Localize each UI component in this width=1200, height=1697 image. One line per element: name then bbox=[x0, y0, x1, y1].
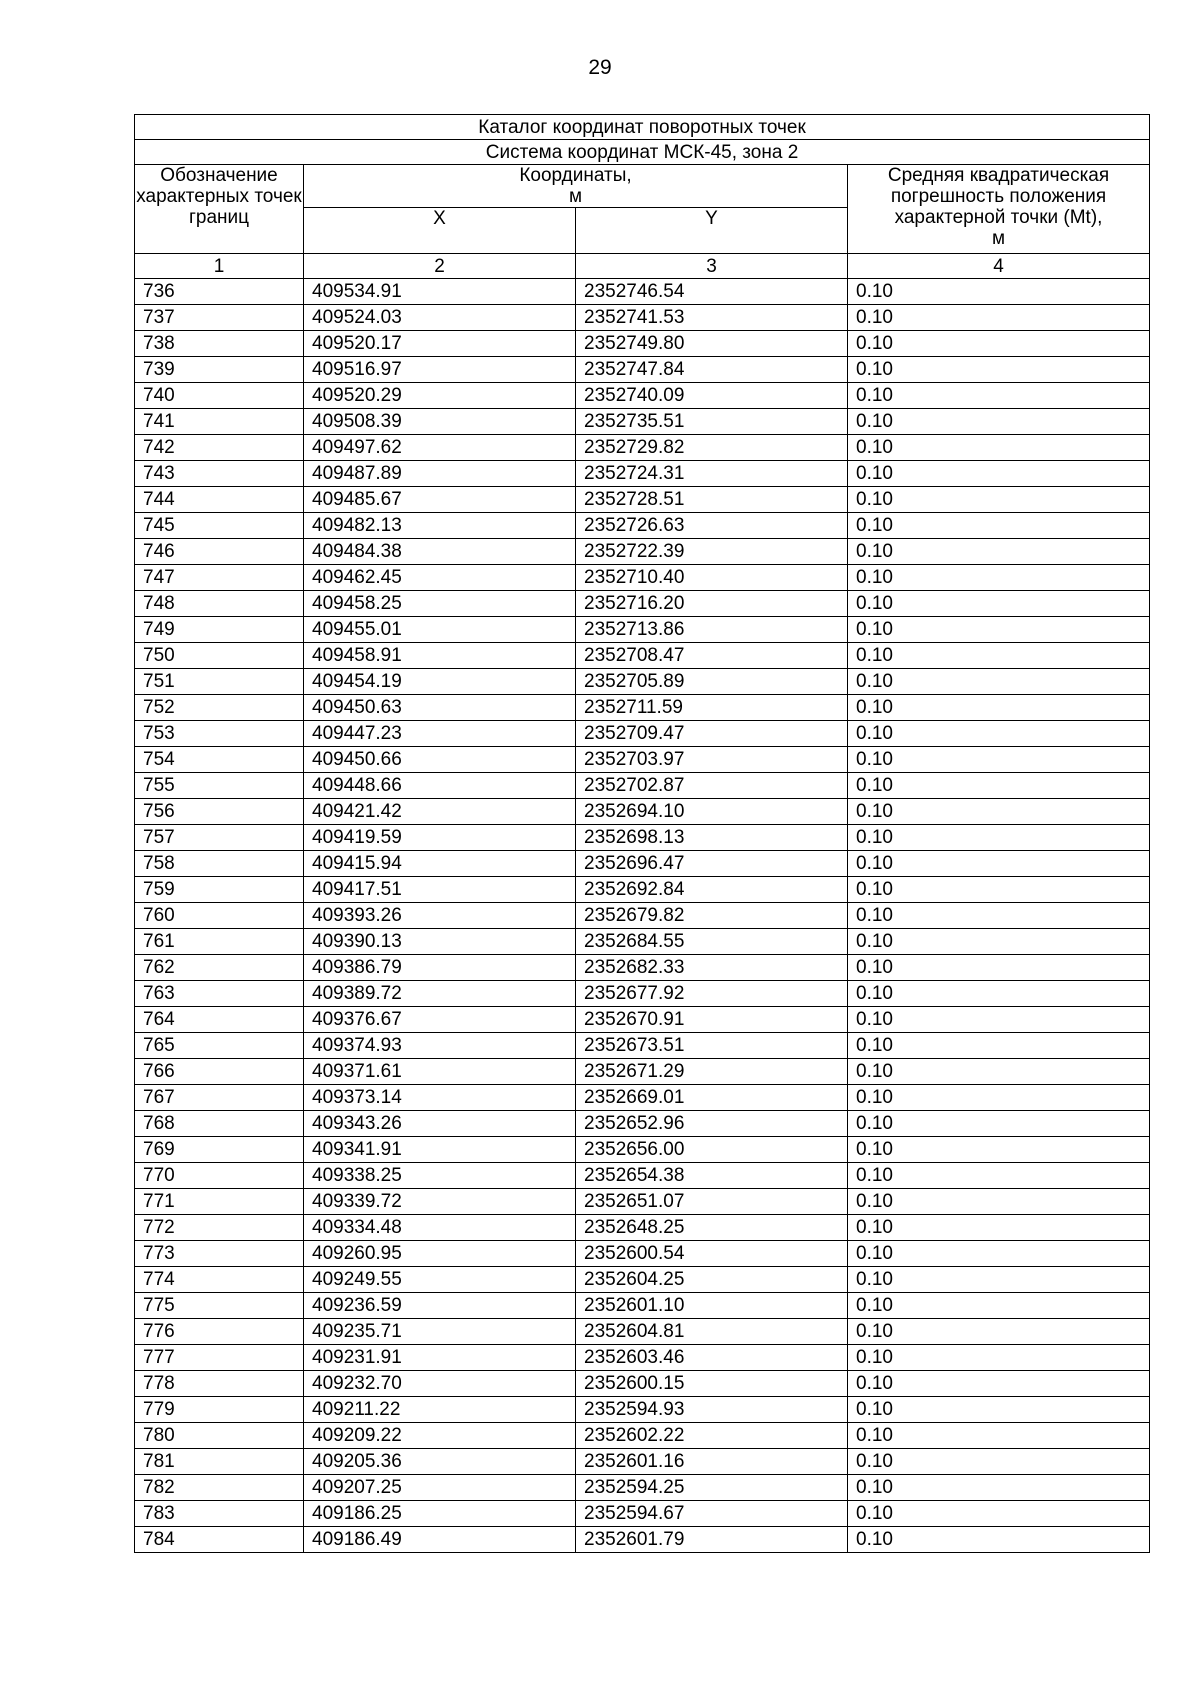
accuracy-cell: 0.10 bbox=[848, 955, 1150, 981]
y-coordinate-cell: 2352604.25 bbox=[576, 1267, 848, 1293]
header-point-designation bbox=[135, 165, 304, 254]
table-row bbox=[135, 1033, 1150, 1059]
y-coordinate-cell: 2352601.79 bbox=[576, 1527, 848, 1553]
x-coordinate-cell: 409458.91 bbox=[304, 643, 576, 669]
accuracy-cell: 0.10 bbox=[848, 331, 1150, 357]
table-row bbox=[135, 409, 1150, 435]
y-coordinate-cell: 2352724.31 bbox=[576, 461, 848, 487]
accuracy-cell: 0.10 bbox=[848, 539, 1150, 565]
table-row bbox=[135, 877, 1150, 903]
y-coordinate-cell: 2352601.16 bbox=[576, 1449, 848, 1475]
table-row bbox=[135, 331, 1150, 357]
column-number-3: 3 bbox=[576, 254, 848, 279]
point-id-cell: 768 bbox=[135, 1111, 304, 1137]
point-id-cell: 782 bbox=[135, 1475, 304, 1501]
table-row bbox=[135, 721, 1150, 747]
y-coordinate-cell: 2352726.63 bbox=[576, 513, 848, 539]
header-point-designation-text: Обозначение характерных точек границ bbox=[136, 165, 302, 228]
accuracy-cell: 0.10 bbox=[848, 1501, 1150, 1527]
x-coordinate-cell: 409205.36 bbox=[304, 1449, 576, 1475]
header-coordinates-label: Координаты, bbox=[519, 165, 632, 186]
header-y: Y bbox=[576, 208, 848, 254]
table-row bbox=[135, 617, 1150, 643]
accuracy-cell: 0.10 bbox=[848, 565, 1150, 591]
y-coordinate-cell: 2352749.80 bbox=[576, 331, 848, 357]
x-coordinate-cell: 409231.91 bbox=[304, 1345, 576, 1371]
header-coordinates bbox=[304, 165, 848, 208]
point-id-cell: 744 bbox=[135, 487, 304, 513]
y-coordinate-cell: 2352705.89 bbox=[576, 669, 848, 695]
accuracy-cell: 0.10 bbox=[848, 1163, 1150, 1189]
point-id-cell: 773 bbox=[135, 1241, 304, 1267]
table-row bbox=[135, 1111, 1150, 1137]
accuracy-cell: 0.10 bbox=[848, 461, 1150, 487]
x-coordinate-cell: 409458.25 bbox=[304, 591, 576, 617]
table-row bbox=[135, 747, 1150, 773]
table-row bbox=[135, 981, 1150, 1007]
y-coordinate-cell: 2352673.51 bbox=[576, 1033, 848, 1059]
y-coordinate-cell: 2352682.33 bbox=[576, 955, 848, 981]
accuracy-cell: 0.10 bbox=[848, 305, 1150, 331]
y-coordinate-cell: 2352728.51 bbox=[576, 487, 848, 513]
table-row bbox=[135, 825, 1150, 851]
y-coordinate-cell: 2352711.59 bbox=[576, 695, 848, 721]
point-id-cell: 751 bbox=[135, 669, 304, 695]
x-coordinate-cell: 409343.26 bbox=[304, 1111, 576, 1137]
x-coordinate-cell: 409393.26 bbox=[304, 903, 576, 929]
accuracy-cell: 0.10 bbox=[848, 617, 1150, 643]
table-row bbox=[135, 1527, 1150, 1553]
table-row bbox=[135, 1241, 1150, 1267]
x-coordinate-cell: 409209.22 bbox=[304, 1423, 576, 1449]
table-header bbox=[135, 115, 1150, 279]
x-coordinate-cell: 409419.59 bbox=[304, 825, 576, 851]
x-coordinate-cell: 409462.45 bbox=[304, 565, 576, 591]
point-id-cell: 758 bbox=[135, 851, 304, 877]
table-row bbox=[135, 435, 1150, 461]
point-id-cell: 777 bbox=[135, 1345, 304, 1371]
column-numbers-row bbox=[135, 254, 1150, 279]
x-coordinate-cell: 409338.25 bbox=[304, 1163, 576, 1189]
point-id-cell: 752 bbox=[135, 695, 304, 721]
y-coordinate-cell: 2352652.96 bbox=[576, 1111, 848, 1137]
y-coordinate-cell: 2352602.22 bbox=[576, 1423, 848, 1449]
x-coordinate-cell: 409339.72 bbox=[304, 1189, 576, 1215]
accuracy-cell: 0.10 bbox=[848, 773, 1150, 799]
header-row-top bbox=[135, 165, 1150, 208]
table-row bbox=[135, 383, 1150, 409]
point-id-cell: 740 bbox=[135, 383, 304, 409]
accuracy-cell: 0.10 bbox=[848, 669, 1150, 695]
point-id-cell: 765 bbox=[135, 1033, 304, 1059]
x-coordinate-cell: 409454.19 bbox=[304, 669, 576, 695]
accuracy-cell: 0.10 bbox=[848, 279, 1150, 305]
point-id-cell: 753 bbox=[135, 721, 304, 747]
table-row bbox=[135, 1189, 1150, 1215]
y-coordinate-cell: 2352710.40 bbox=[576, 565, 848, 591]
x-coordinate-cell: 409524.03 bbox=[304, 305, 576, 331]
point-id-cell: 748 bbox=[135, 591, 304, 617]
x-coordinate-cell: 409371.61 bbox=[304, 1059, 576, 1085]
accuracy-cell: 0.10 bbox=[848, 1527, 1150, 1553]
y-coordinate-cell: 2352716.20 bbox=[576, 591, 848, 617]
header-x: X bbox=[304, 208, 576, 254]
point-id-cell: 767 bbox=[135, 1085, 304, 1111]
point-id-cell: 776 bbox=[135, 1319, 304, 1345]
table-row bbox=[135, 1371, 1150, 1397]
accuracy-cell: 0.10 bbox=[848, 643, 1150, 669]
y-coordinate-cell: 2352600.15 bbox=[576, 1371, 848, 1397]
x-coordinate-cell: 409334.48 bbox=[304, 1215, 576, 1241]
y-coordinate-cell: 2352708.47 bbox=[576, 643, 848, 669]
y-coordinate-cell: 2352702.87 bbox=[576, 773, 848, 799]
x-coordinate-cell: 409341.91 bbox=[304, 1137, 576, 1163]
point-id-cell: 764 bbox=[135, 1007, 304, 1033]
table-row bbox=[135, 1059, 1150, 1085]
x-coordinate-cell: 409485.67 bbox=[304, 487, 576, 513]
point-id-cell: 738 bbox=[135, 331, 304, 357]
x-coordinate-cell: 409455.01 bbox=[304, 617, 576, 643]
point-id-cell: 755 bbox=[135, 773, 304, 799]
table-row bbox=[135, 461, 1150, 487]
point-id-cell: 749 bbox=[135, 617, 304, 643]
x-coordinate-cell: 409482.13 bbox=[304, 513, 576, 539]
point-id-cell: 778 bbox=[135, 1371, 304, 1397]
y-coordinate-cell: 2352656.00 bbox=[576, 1137, 848, 1163]
point-id-cell: 763 bbox=[135, 981, 304, 1007]
x-coordinate-cell: 409484.38 bbox=[304, 539, 576, 565]
y-coordinate-cell: 2352709.47 bbox=[576, 721, 848, 747]
accuracy-cell: 0.10 bbox=[848, 1059, 1150, 1085]
y-coordinate-cell: 2352654.38 bbox=[576, 1163, 848, 1189]
y-coordinate-cell: 2352692.84 bbox=[576, 877, 848, 903]
point-id-cell: 762 bbox=[135, 955, 304, 981]
point-id-cell: 742 bbox=[135, 435, 304, 461]
y-coordinate-cell: 2352603.46 bbox=[576, 1345, 848, 1371]
table-row bbox=[135, 1137, 1150, 1163]
point-id-cell: 781 bbox=[135, 1449, 304, 1475]
table-row bbox=[135, 305, 1150, 331]
point-id-cell: 760 bbox=[135, 903, 304, 929]
header-coordinates-unit: м bbox=[568, 186, 583, 207]
table-row bbox=[135, 591, 1150, 617]
accuracy-cell: 0.10 bbox=[848, 383, 1150, 409]
accuracy-cell: 0.10 bbox=[848, 1137, 1150, 1163]
y-coordinate-cell: 2352729.82 bbox=[576, 435, 848, 461]
y-coordinate-cell: 2352713.86 bbox=[576, 617, 848, 643]
table-row bbox=[135, 773, 1150, 799]
y-coordinate-cell: 2352703.97 bbox=[576, 747, 848, 773]
title-row bbox=[135, 115, 1150, 140]
accuracy-cell: 0.10 bbox=[848, 1241, 1150, 1267]
accuracy-cell: 0.10 bbox=[848, 1293, 1150, 1319]
table-row bbox=[135, 1267, 1150, 1293]
accuracy-cell: 0.10 bbox=[848, 851, 1150, 877]
table-row bbox=[135, 903, 1150, 929]
x-coordinate-cell: 409447.23 bbox=[304, 721, 576, 747]
point-id-cell: 739 bbox=[135, 357, 304, 383]
subtitle-row bbox=[135, 140, 1150, 165]
x-coordinate-cell: 409534.91 bbox=[304, 279, 576, 305]
accuracy-cell: 0.10 bbox=[848, 487, 1150, 513]
accuracy-cell: 0.10 bbox=[848, 591, 1150, 617]
point-id-cell: 737 bbox=[135, 305, 304, 331]
accuracy-cell: 0.10 bbox=[848, 1449, 1150, 1475]
column-number-4: 4 bbox=[848, 254, 1150, 279]
table-row bbox=[135, 1449, 1150, 1475]
x-coordinate-cell: 409373.14 bbox=[304, 1085, 576, 1111]
point-id-cell: 783 bbox=[135, 1501, 304, 1527]
x-coordinate-cell: 409520.17 bbox=[304, 331, 576, 357]
accuracy-cell: 0.10 bbox=[848, 1007, 1150, 1033]
column-number-2: 2 bbox=[304, 254, 576, 279]
table-row bbox=[135, 799, 1150, 825]
x-coordinate-cell: 409186.25 bbox=[304, 1501, 576, 1527]
accuracy-cell: 0.10 bbox=[848, 1111, 1150, 1137]
table-row bbox=[135, 1293, 1150, 1319]
y-coordinate-cell: 2352684.55 bbox=[576, 929, 848, 955]
y-coordinate-cell: 2352679.82 bbox=[576, 903, 848, 929]
point-id-cell: 772 bbox=[135, 1215, 304, 1241]
y-coordinate-cell: 2352694.10 bbox=[576, 799, 848, 825]
table-row bbox=[135, 669, 1150, 695]
point-id-cell: 770 bbox=[135, 1163, 304, 1189]
point-id-cell: 775 bbox=[135, 1293, 304, 1319]
accuracy-cell: 0.10 bbox=[848, 1475, 1150, 1501]
y-coordinate-cell: 2352651.07 bbox=[576, 1189, 848, 1215]
accuracy-cell: 0.10 bbox=[848, 1189, 1150, 1215]
y-coordinate-cell: 2352669.01 bbox=[576, 1085, 848, 1111]
table-row bbox=[135, 851, 1150, 877]
accuracy-cell: 0.10 bbox=[848, 721, 1150, 747]
y-coordinate-cell: 2352746.54 bbox=[576, 279, 848, 305]
column-number-1: 1 bbox=[135, 254, 304, 279]
accuracy-cell: 0.10 bbox=[848, 981, 1150, 1007]
y-coordinate-cell: 2352600.54 bbox=[576, 1241, 848, 1267]
point-id-cell: 766 bbox=[135, 1059, 304, 1085]
point-id-cell: 741 bbox=[135, 409, 304, 435]
y-coordinate-cell: 2352741.53 bbox=[576, 305, 848, 331]
accuracy-cell: 0.10 bbox=[848, 1423, 1150, 1449]
x-coordinate-cell: 409249.55 bbox=[304, 1267, 576, 1293]
table-row bbox=[135, 1007, 1150, 1033]
x-coordinate-cell: 409487.89 bbox=[304, 461, 576, 487]
x-coordinate-cell: 409448.66 bbox=[304, 773, 576, 799]
x-coordinate-cell: 409186.49 bbox=[304, 1527, 576, 1553]
table-row bbox=[135, 1423, 1150, 1449]
y-coordinate-cell: 2352594.93 bbox=[576, 1397, 848, 1423]
header-accuracy-label: Средняя квадратическая погрешность положения характерной точки (Mt), bbox=[887, 165, 1110, 228]
y-coordinate-cell: 2352594.25 bbox=[576, 1475, 848, 1501]
point-id-cell: 780 bbox=[135, 1423, 304, 1449]
table-body bbox=[135, 279, 1150, 1553]
table-row bbox=[135, 695, 1150, 721]
x-coordinate-cell: 409207.25 bbox=[304, 1475, 576, 1501]
x-coordinate-cell: 409390.13 bbox=[304, 929, 576, 955]
page-number: 29 bbox=[588, 56, 612, 79]
y-coordinate-cell: 2352594.67 bbox=[576, 1501, 848, 1527]
y-coordinate-cell: 2352604.81 bbox=[576, 1319, 848, 1345]
point-id-cell: 771 bbox=[135, 1189, 304, 1215]
accuracy-cell: 0.10 bbox=[848, 1345, 1150, 1371]
x-coordinate-cell: 409260.95 bbox=[304, 1241, 576, 1267]
y-coordinate-cell: 2352698.13 bbox=[576, 825, 848, 851]
point-id-cell: 736 bbox=[135, 279, 304, 305]
table-row bbox=[135, 357, 1150, 383]
x-coordinate-cell: 409236.59 bbox=[304, 1293, 576, 1319]
point-id-cell: 754 bbox=[135, 747, 304, 773]
x-coordinate-cell: 409516.97 bbox=[304, 357, 576, 383]
accuracy-cell: 0.10 bbox=[848, 357, 1150, 383]
accuracy-cell: 0.10 bbox=[848, 1371, 1150, 1397]
accuracy-cell: 0.10 bbox=[848, 1085, 1150, 1111]
header-accuracy-unit: м bbox=[991, 228, 1006, 249]
point-id-cell: 750 bbox=[135, 643, 304, 669]
accuracy-cell: 0.10 bbox=[848, 1267, 1150, 1293]
table-row bbox=[135, 955, 1150, 981]
x-coordinate-cell: 409417.51 bbox=[304, 877, 576, 903]
accuracy-cell: 0.10 bbox=[848, 435, 1150, 461]
table-row bbox=[135, 279, 1150, 305]
accuracy-cell: 0.10 bbox=[848, 825, 1150, 851]
y-coordinate-cell: 2352677.92 bbox=[576, 981, 848, 1007]
accuracy-cell: 0.10 bbox=[848, 747, 1150, 773]
table-row bbox=[135, 1163, 1150, 1189]
point-id-cell: 746 bbox=[135, 539, 304, 565]
x-coordinate-cell: 409235.71 bbox=[304, 1319, 576, 1345]
header-accuracy bbox=[848, 165, 1150, 254]
table-row bbox=[135, 643, 1150, 669]
x-coordinate-cell: 409497.62 bbox=[304, 435, 576, 461]
x-coordinate-cell: 409211.22 bbox=[304, 1397, 576, 1423]
point-id-cell: 759 bbox=[135, 877, 304, 903]
x-coordinate-cell: 409389.72 bbox=[304, 981, 576, 1007]
accuracy-cell: 0.10 bbox=[848, 1215, 1150, 1241]
x-coordinate-cell: 409508.39 bbox=[304, 409, 576, 435]
table-row bbox=[135, 1319, 1150, 1345]
x-coordinate-cell: 409386.79 bbox=[304, 955, 576, 981]
table-row bbox=[135, 487, 1150, 513]
table-row bbox=[135, 1345, 1150, 1371]
table-row bbox=[135, 513, 1150, 539]
table-row bbox=[135, 929, 1150, 955]
y-coordinate-cell: 2352735.51 bbox=[576, 409, 848, 435]
table-row bbox=[135, 1085, 1150, 1111]
x-coordinate-cell: 409421.42 bbox=[304, 799, 576, 825]
table-row bbox=[135, 1215, 1150, 1241]
x-coordinate-cell: 409415.94 bbox=[304, 851, 576, 877]
point-id-cell: 756 bbox=[135, 799, 304, 825]
accuracy-cell: 0.10 bbox=[848, 799, 1150, 825]
y-coordinate-cell: 2352671.29 bbox=[576, 1059, 848, 1085]
y-coordinate-cell: 2352648.25 bbox=[576, 1215, 848, 1241]
accuracy-cell: 0.10 bbox=[848, 409, 1150, 435]
table-subtitle: Система координат МСК-45, зона 2 bbox=[135, 140, 1150, 165]
point-id-cell: 743 bbox=[135, 461, 304, 487]
x-coordinate-cell: 409374.93 bbox=[304, 1033, 576, 1059]
table-row bbox=[135, 1501, 1150, 1527]
x-coordinate-cell: 409450.63 bbox=[304, 695, 576, 721]
point-id-cell: 747 bbox=[135, 565, 304, 591]
x-coordinate-cell: 409520.29 bbox=[304, 383, 576, 409]
point-id-cell: 779 bbox=[135, 1397, 304, 1423]
y-coordinate-cell: 2352601.10 bbox=[576, 1293, 848, 1319]
accuracy-cell: 0.10 bbox=[848, 1397, 1150, 1423]
coordinates-catalog-table bbox=[134, 114, 1150, 1553]
point-id-cell: 745 bbox=[135, 513, 304, 539]
accuracy-cell: 0.10 bbox=[848, 513, 1150, 539]
y-coordinate-cell: 2352670.91 bbox=[576, 1007, 848, 1033]
y-coordinate-cell: 2352747.84 bbox=[576, 357, 848, 383]
point-id-cell: 784 bbox=[135, 1527, 304, 1553]
point-id-cell: 757 bbox=[135, 825, 304, 851]
accuracy-cell: 0.10 bbox=[848, 695, 1150, 721]
y-coordinate-cell: 2352722.39 bbox=[576, 539, 848, 565]
y-coordinate-cell: 2352740.09 bbox=[576, 383, 848, 409]
x-coordinate-cell: 409232.70 bbox=[304, 1371, 576, 1397]
table-row bbox=[135, 1475, 1150, 1501]
table-row bbox=[135, 565, 1150, 591]
point-id-cell: 761 bbox=[135, 929, 304, 955]
point-id-cell: 774 bbox=[135, 1267, 304, 1293]
x-coordinate-cell: 409376.67 bbox=[304, 1007, 576, 1033]
accuracy-cell: 0.10 bbox=[848, 1319, 1150, 1345]
table-row bbox=[135, 539, 1150, 565]
accuracy-cell: 0.10 bbox=[848, 903, 1150, 929]
accuracy-cell: 0.10 bbox=[848, 1033, 1150, 1059]
table-title: Каталог координат поворотных точек bbox=[135, 115, 1150, 140]
table-row bbox=[135, 1397, 1150, 1423]
accuracy-cell: 0.10 bbox=[848, 929, 1150, 955]
y-coordinate-cell: 2352696.47 bbox=[576, 851, 848, 877]
x-coordinate-cell: 409450.66 bbox=[304, 747, 576, 773]
accuracy-cell: 0.10 bbox=[848, 877, 1150, 903]
point-id-cell: 769 bbox=[135, 1137, 304, 1163]
